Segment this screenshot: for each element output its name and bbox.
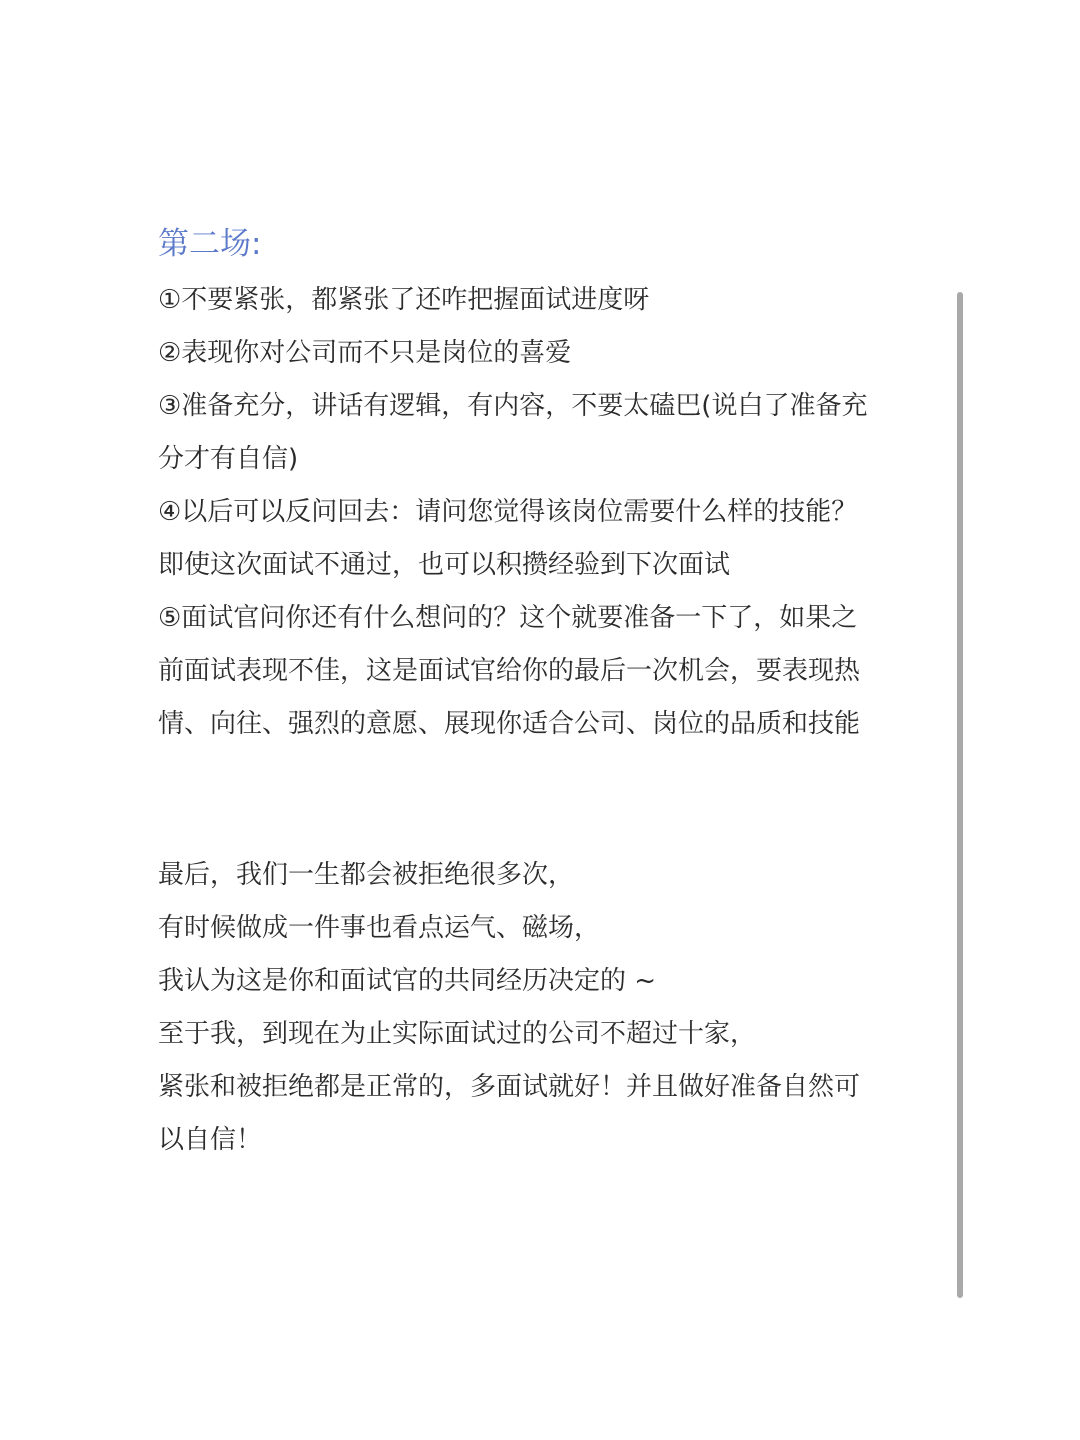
- conclusion-line: 有时候做成一件事也看点运气、磁场，: [158, 913, 601, 943]
- section-heading: 第二场:: [158, 226, 262, 262]
- tip-line: ③准备充分，讲话有逻辑，有内容，不要太磕巴(说白了准备充: [158, 391, 868, 421]
- tip-line: ④以后可以反问回去：请问您觉得该岗位需要什么样的技能？: [158, 497, 858, 527]
- tip-line: ②表现你对公司而不只是岗位的喜爱: [158, 338, 572, 368]
- conclusion-line: 以自信！: [158, 1125, 263, 1155]
- tip-line: 前面试表现不佳，这是面试官给你的最后一次机会，要表现热: [158, 656, 861, 686]
- tip-line: 情、向往、强烈的意愿、展现你适合公司、岗位的品质和技能: [158, 709, 861, 739]
- tip-line: 分才有自信): [158, 444, 299, 474]
- scrollbar-thumb[interactable]: [957, 292, 963, 1298]
- conclusion-line: 最后，我们一生都会被拒绝很多次，: [158, 860, 575, 890]
- tip-line: 即使这次面试不通过，也可以积攒经验到下次面试: [158, 550, 731, 580]
- tip-line: ①不要紧张，都紧张了还咋把握面试进度呀: [158, 285, 650, 315]
- conclusion-line: 紧张和被拒绝都是正常的，多面试就好！并且做好准备自然可: [158, 1072, 861, 1102]
- tip-line: ⑤面试官问你还有什么想问的？这个就要准备一下了，如果之: [158, 603, 858, 633]
- vertical-scrollbar[interactable]: [954, 292, 966, 1298]
- conclusion-line: 至于我，到现在为止实际面试过的公司不超过十家，: [158, 1019, 757, 1049]
- conclusion-line: 我认为这是你和面试官的共同经历决定的 ~: [158, 966, 657, 996]
